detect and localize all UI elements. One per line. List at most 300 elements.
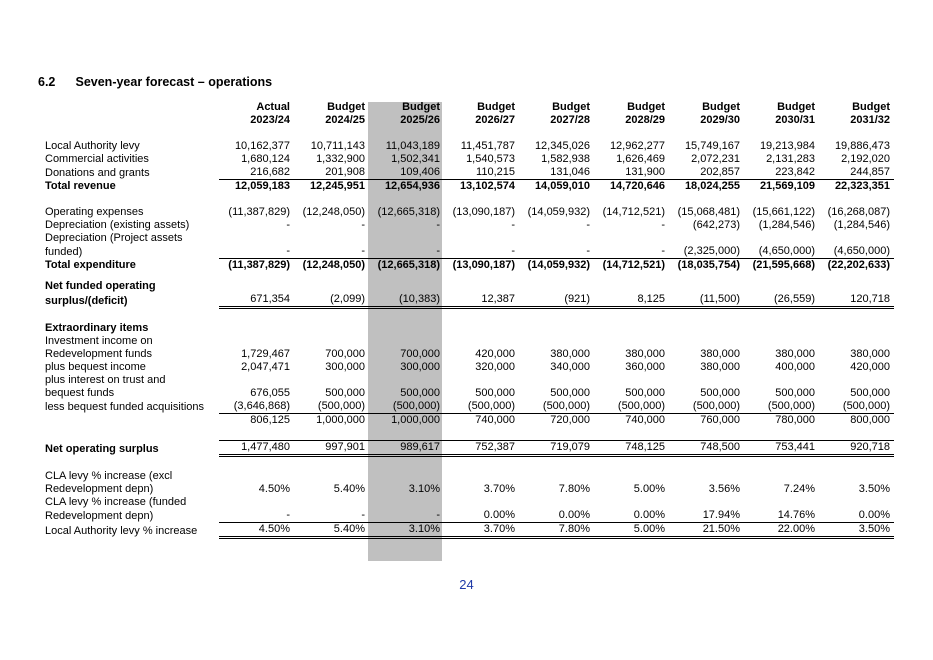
cell-value: (14,712,521) [602,206,665,218]
cell-value [219,374,294,387]
cell-value: 2,047,471 [241,361,290,373]
cell-value [594,335,669,348]
cell-value: 12,962,277 [609,140,665,152]
cell-value [519,335,594,348]
row-label: Investment income on [45,335,153,347]
row-label: Net funded operating [45,280,156,292]
table-row [45,280,894,293]
cell-value [744,374,819,387]
cell-value: 500,000 [475,387,515,399]
cell-value: - [286,509,290,521]
cell-value: - [286,245,290,257]
cell-value: 989,617 [369,441,444,456]
cell-value: 1,582,938 [541,153,590,165]
cell-value: 8,125 [594,293,669,308]
cell-value: 740,000 [444,414,519,428]
cell-value: 4.50% [258,483,290,495]
column-header: 2024/25 [325,114,365,126]
cell-value: - [361,245,365,257]
cell-value: 21.50% [669,523,744,538]
cell-value: 0.00% [633,509,665,521]
row-label: CLA levy % increase (excl [45,470,173,482]
cell-value: 740,000 [594,414,669,428]
cell-value: 920,718 [819,441,894,456]
cell-value [819,374,894,387]
cell-value [219,322,294,335]
cell-value: 752,387 [444,441,519,456]
table-row [45,361,894,374]
cell-value: 7.24% [783,483,815,495]
cell-value: 7.80% [519,523,594,538]
cell-value: 4.50% [219,523,294,538]
cell-value: - [511,245,515,257]
cell-value: 380,000 [850,348,890,360]
cell-value: 420,000 [850,361,890,373]
cell-value: 719,079 [519,441,594,456]
cell-value: (11,387,829) [219,259,294,273]
cell-value: (500,000) [767,400,815,412]
table-row [45,496,894,509]
cell-value [219,496,294,509]
cell-value [744,280,819,293]
cell-value [444,335,519,348]
row-label: less bequest funded acquisitions [45,400,204,413]
cell-value: 15,749,167 [684,140,740,152]
cell-value [819,335,894,348]
cell-value: 0.00% [483,509,515,521]
cell-value: - [661,245,665,257]
spacer-row [45,308,894,323]
cell-value: 5.00% [594,523,669,538]
column-header: Budget [852,101,890,113]
cell-value [819,470,894,483]
cell-value: 380,000 [775,348,815,360]
cell-value: - [361,219,365,231]
cell-value: (2,325,000) [683,245,740,257]
cell-value: 380,000 [700,361,740,373]
cell-value [669,496,744,509]
cell-value: 800,000 [819,414,894,428]
cell-value: 2,072,231 [691,153,740,165]
cell-value [594,374,669,387]
cell-value [594,496,669,509]
row-label: Redevelopment funds [45,348,153,360]
column-header: Actual [256,101,290,113]
cell-value: 12,345,026 [534,140,590,152]
cell-value: - [436,245,440,257]
cell-value: 2,192,020 [841,153,890,165]
cell-value: 0.00% [558,509,590,521]
cell-value: - [511,219,515,231]
cell-value: 1,626,469 [616,153,665,165]
row-label: Commercial activities [45,153,149,165]
cell-value: 14,059,010 [519,180,594,194]
cell-value: 300,000 [400,361,440,373]
cell-value: 12,387 [444,293,519,308]
cell-value: 14,720,646 [594,180,669,194]
cell-value: 110,215 [476,166,515,178]
cell-value [444,322,519,335]
column-header: Budget [627,101,665,113]
cell-value [369,322,444,335]
cell-value: 806,125 [219,414,294,428]
cell-value [294,322,369,335]
cell-value: 380,000 [550,348,590,360]
cell-value [819,232,894,245]
spacer-row [45,127,894,140]
cell-value: 201,908 [325,166,365,178]
row-label: Total expenditure [45,259,136,271]
cell-value: - [586,245,590,257]
spacer-row [45,272,894,280]
cell-value [369,470,444,483]
cell-value: - [661,219,665,231]
cell-value [219,335,294,348]
spacer [45,456,894,471]
table-row [45,523,894,538]
cell-value: 400,000 [775,361,815,373]
cell-value: 671,354 [219,293,294,308]
cell-value: 7.80% [558,483,590,495]
table-row [45,483,894,496]
cell-value: 753,441 [744,441,819,456]
cell-value: 5.40% [333,483,365,495]
row-label: plus interest on trust and [45,374,166,386]
cell-value: 3.10% [408,483,440,495]
cell-value: 1,000,000 [294,414,369,428]
cell-value: (500,000) [617,400,665,412]
cell-value [519,374,594,387]
cell-value: 1,477,480 [219,441,294,456]
cell-value: 700,000 [325,348,365,360]
cell-value: 3.50% [819,523,894,538]
cell-value: (11,500) [669,293,744,308]
cell-value [669,470,744,483]
cell-value [444,374,519,387]
cell-value: 997,901 [294,441,369,456]
cell-value: 1,332,900 [316,153,365,165]
table-row [45,153,894,166]
cell-value: (10,383) [369,293,444,308]
cell-value [669,280,744,293]
cell-value: 3.70% [483,483,515,495]
cell-value: 2,131,283 [766,153,815,165]
column-header: Budget [552,101,590,113]
cell-value: 131,900 [625,166,665,178]
table-row [45,166,894,180]
cell-value [519,280,594,293]
column-header: 2023/24 [250,114,290,126]
cell-value: 3.10% [369,523,444,538]
cell-value: 1,729,467 [241,348,290,360]
cell-value: (11,387,829) [228,206,290,218]
cell-value [744,470,819,483]
cell-value: (14,059,932) [527,206,590,218]
cell-value: 12,059,183 [219,180,294,194]
section-heading [38,75,272,89]
row-label: Redevelopment depn) [45,509,154,522]
table-row [45,374,894,387]
table-row [45,400,894,414]
cell-value [594,232,669,245]
cell-value [294,374,369,387]
cell-value: 3.56% [708,483,740,495]
cell-value: (500,000) [842,400,890,412]
cell-value [444,496,519,509]
table-row [45,259,894,273]
cell-value: 12,245,951 [294,180,369,194]
cell-value: 21,569,109 [744,180,819,194]
cell-value: 216,682 [250,166,290,178]
cell-value: (15,661,122) [752,206,815,218]
cell-value: 19,886,473 [834,140,890,152]
cell-value: 5.00% [633,483,665,495]
cell-value [369,335,444,348]
cell-value: 320,000 [475,361,515,373]
cell-value [294,335,369,348]
cell-value: - [361,509,365,521]
cell-value [369,496,444,509]
cell-value: 10,711,143 [310,140,365,152]
cell-value [744,335,819,348]
header-row [45,101,894,114]
cell-value: (4,650,000) [758,245,815,257]
cell-value: (15,068,481) [677,206,740,218]
cell-value: 1,680,124 [241,153,290,165]
cell-value [744,232,819,245]
row-label: CLA levy % increase (funded [45,496,187,508]
row-label: surplus/(deficit) [45,294,128,307]
cell-value: 300,000 [325,361,365,373]
cell-value: (13,090,187) [452,206,515,218]
header-blank [45,114,219,127]
cell-value [219,470,294,483]
header-row [45,114,894,127]
cell-value [219,280,294,293]
cell-value: 5.40% [294,523,369,538]
table-row [45,441,894,456]
column-header: 2027/28 [550,114,590,126]
cell-value: (500,000) [467,400,515,412]
spacer [45,193,894,206]
page-number: 24 [459,577,474,592]
cell-value: 19,213,984 [759,140,815,152]
cell-value [669,335,744,348]
cell-value: 748,125 [594,441,669,456]
row-label: plus bequest income [45,361,146,373]
table-row [45,219,894,232]
cell-value [519,232,594,245]
table-row [45,414,894,428]
cell-value: 10,162,377 [234,140,290,152]
cell-value: 18,024,255 [669,180,744,194]
cell-value: - [436,219,440,231]
table-row [45,348,894,361]
column-header: 2026/27 [475,114,515,126]
cell-value [294,470,369,483]
table-row [45,232,894,245]
cell-value: (1,284,546) [833,219,890,231]
spacer [45,272,894,280]
cell-value: 120,718 [819,293,894,308]
cell-value: 500,000 [850,387,890,399]
cell-value [444,470,519,483]
cell-value: 700,000 [400,348,440,360]
cell-value: (16,268,087) [827,206,890,218]
cell-value: 360,000 [625,361,665,373]
row-label: Redevelopment depn) [45,483,154,495]
column-header: 2031/32 [850,114,890,126]
forecast-table [45,101,894,539]
row-label: funded) [45,245,83,258]
cell-value: 780,000 [744,414,819,428]
cell-value [444,232,519,245]
cell-value: 13,102,574 [444,180,519,194]
cell-value: (12,665,318) [377,206,440,218]
row-label: Operating expenses [45,206,144,218]
cell-value [369,280,444,293]
table-row [45,140,894,153]
cell-value: (12,665,318) [369,259,444,273]
cell-value: (500,000) [692,400,740,412]
row-label: bequest funds [45,387,115,399]
column-header: 2030/31 [775,114,815,126]
row-label: Local Authority levy [45,140,140,152]
cell-value [294,280,369,293]
cell-value: 380,000 [625,348,665,360]
cell-value: (26,559) [744,293,819,308]
cell-value [519,470,594,483]
cell-value: (500,000) [317,400,365,412]
cell-value: 11,043,189 [385,140,440,152]
spacer [45,427,894,441]
cell-value: 244,857 [850,166,890,178]
cell-value [444,280,519,293]
cell-value: 676,055 [250,387,290,399]
cell-value: 748,500 [669,441,744,456]
column-header: 2029/30 [700,114,740,126]
column-header: Budget [327,101,365,113]
cell-value: 720,000 [519,414,594,428]
cell-value: 0.00% [858,509,890,521]
cell-value: 760,000 [669,414,744,428]
cell-value: (4,650,000) [833,245,890,257]
table-row [45,206,894,219]
cell-value [519,496,594,509]
row-label: Local Authority levy % increase [45,524,198,537]
section-number: 6.2 [38,75,56,89]
cell-value: 1,540,573 [466,153,515,165]
cell-value: (12,248,050) [302,206,365,218]
cell-value [669,232,744,245]
spacer-row [45,456,894,471]
row-label: Depreciation (Project assets [45,232,183,244]
cell-value [594,280,669,293]
cell-value: (18,035,754) [669,259,744,273]
cell-value: 109,406 [400,166,440,178]
cell-value [594,322,669,335]
cell-value [594,470,669,483]
cell-value [369,374,444,387]
cell-value: 223,842 [775,166,815,178]
cell-value: (14,712,521) [594,259,669,273]
cell-value: (642,273) [692,219,740,231]
cell-value: 340,000 [550,361,590,373]
cell-value: 11,451,787 [460,140,515,152]
spacer [45,127,894,140]
cell-value [669,374,744,387]
cell-value: 500,000 [550,387,590,399]
table-row [45,322,894,335]
row-label: Extraordinary items [45,322,149,334]
cell-value [744,322,819,335]
cell-value: 1,000,000 [369,414,444,428]
cell-value: (500,000) [542,400,590,412]
cell-value: (22,202,633) [819,259,894,273]
cell-value: 22.00% [744,523,819,538]
header-blank [45,101,219,114]
table-row [45,335,894,348]
table-row [45,509,894,523]
cell-value: (21,595,668) [744,259,819,273]
table-row [45,245,894,259]
cell-value: (921) [519,293,594,308]
cell-value [744,496,819,509]
cell-value [819,496,894,509]
cell-value: (500,000) [392,400,440,412]
cell-value [519,322,594,335]
cell-value: 500,000 [325,387,365,399]
spacer-row [45,193,894,206]
cell-value: - [286,219,290,231]
cell-value: 3.50% [858,483,890,495]
cell-value: (12,248,050) [294,259,369,273]
cell-value [819,322,894,335]
cell-value: - [436,509,440,521]
cell-value: 500,000 [625,387,665,399]
table-row [45,180,894,194]
row-label: Total revenue [45,180,116,192]
column-header: 2025/26 [400,114,440,126]
table-row [45,293,894,308]
column-header: Budget [402,101,440,113]
cell-value [294,496,369,509]
cell-value: 500,000 [775,387,815,399]
cell-value: 12,654,936 [369,180,444,194]
column-header: Budget [777,101,815,113]
cell-value: (3,646,868) [233,400,290,412]
column-header: Budget [477,101,515,113]
column-header: 2028/29 [625,114,665,126]
cell-value: 380,000 [700,348,740,360]
row-label [45,414,219,428]
cell-value [669,322,744,335]
cell-value: (14,059,932) [519,259,594,273]
cell-value: - [586,219,590,231]
cell-value: 500,000 [400,387,440,399]
cell-value: 22,323,351 [819,180,894,194]
cell-value: 17.94% [702,509,740,521]
cell-value: 202,857 [700,166,740,178]
cell-value: (2,099) [294,293,369,308]
cell-value [369,232,444,245]
cell-value: 500,000 [700,387,740,399]
section-title: Seven-year forecast – operations [75,75,273,89]
cell-value: 14.76% [777,509,815,521]
row-label: Net operating surplus [45,442,159,455]
row-label: Depreciation (existing assets) [45,219,190,231]
spacer-row [45,427,894,441]
